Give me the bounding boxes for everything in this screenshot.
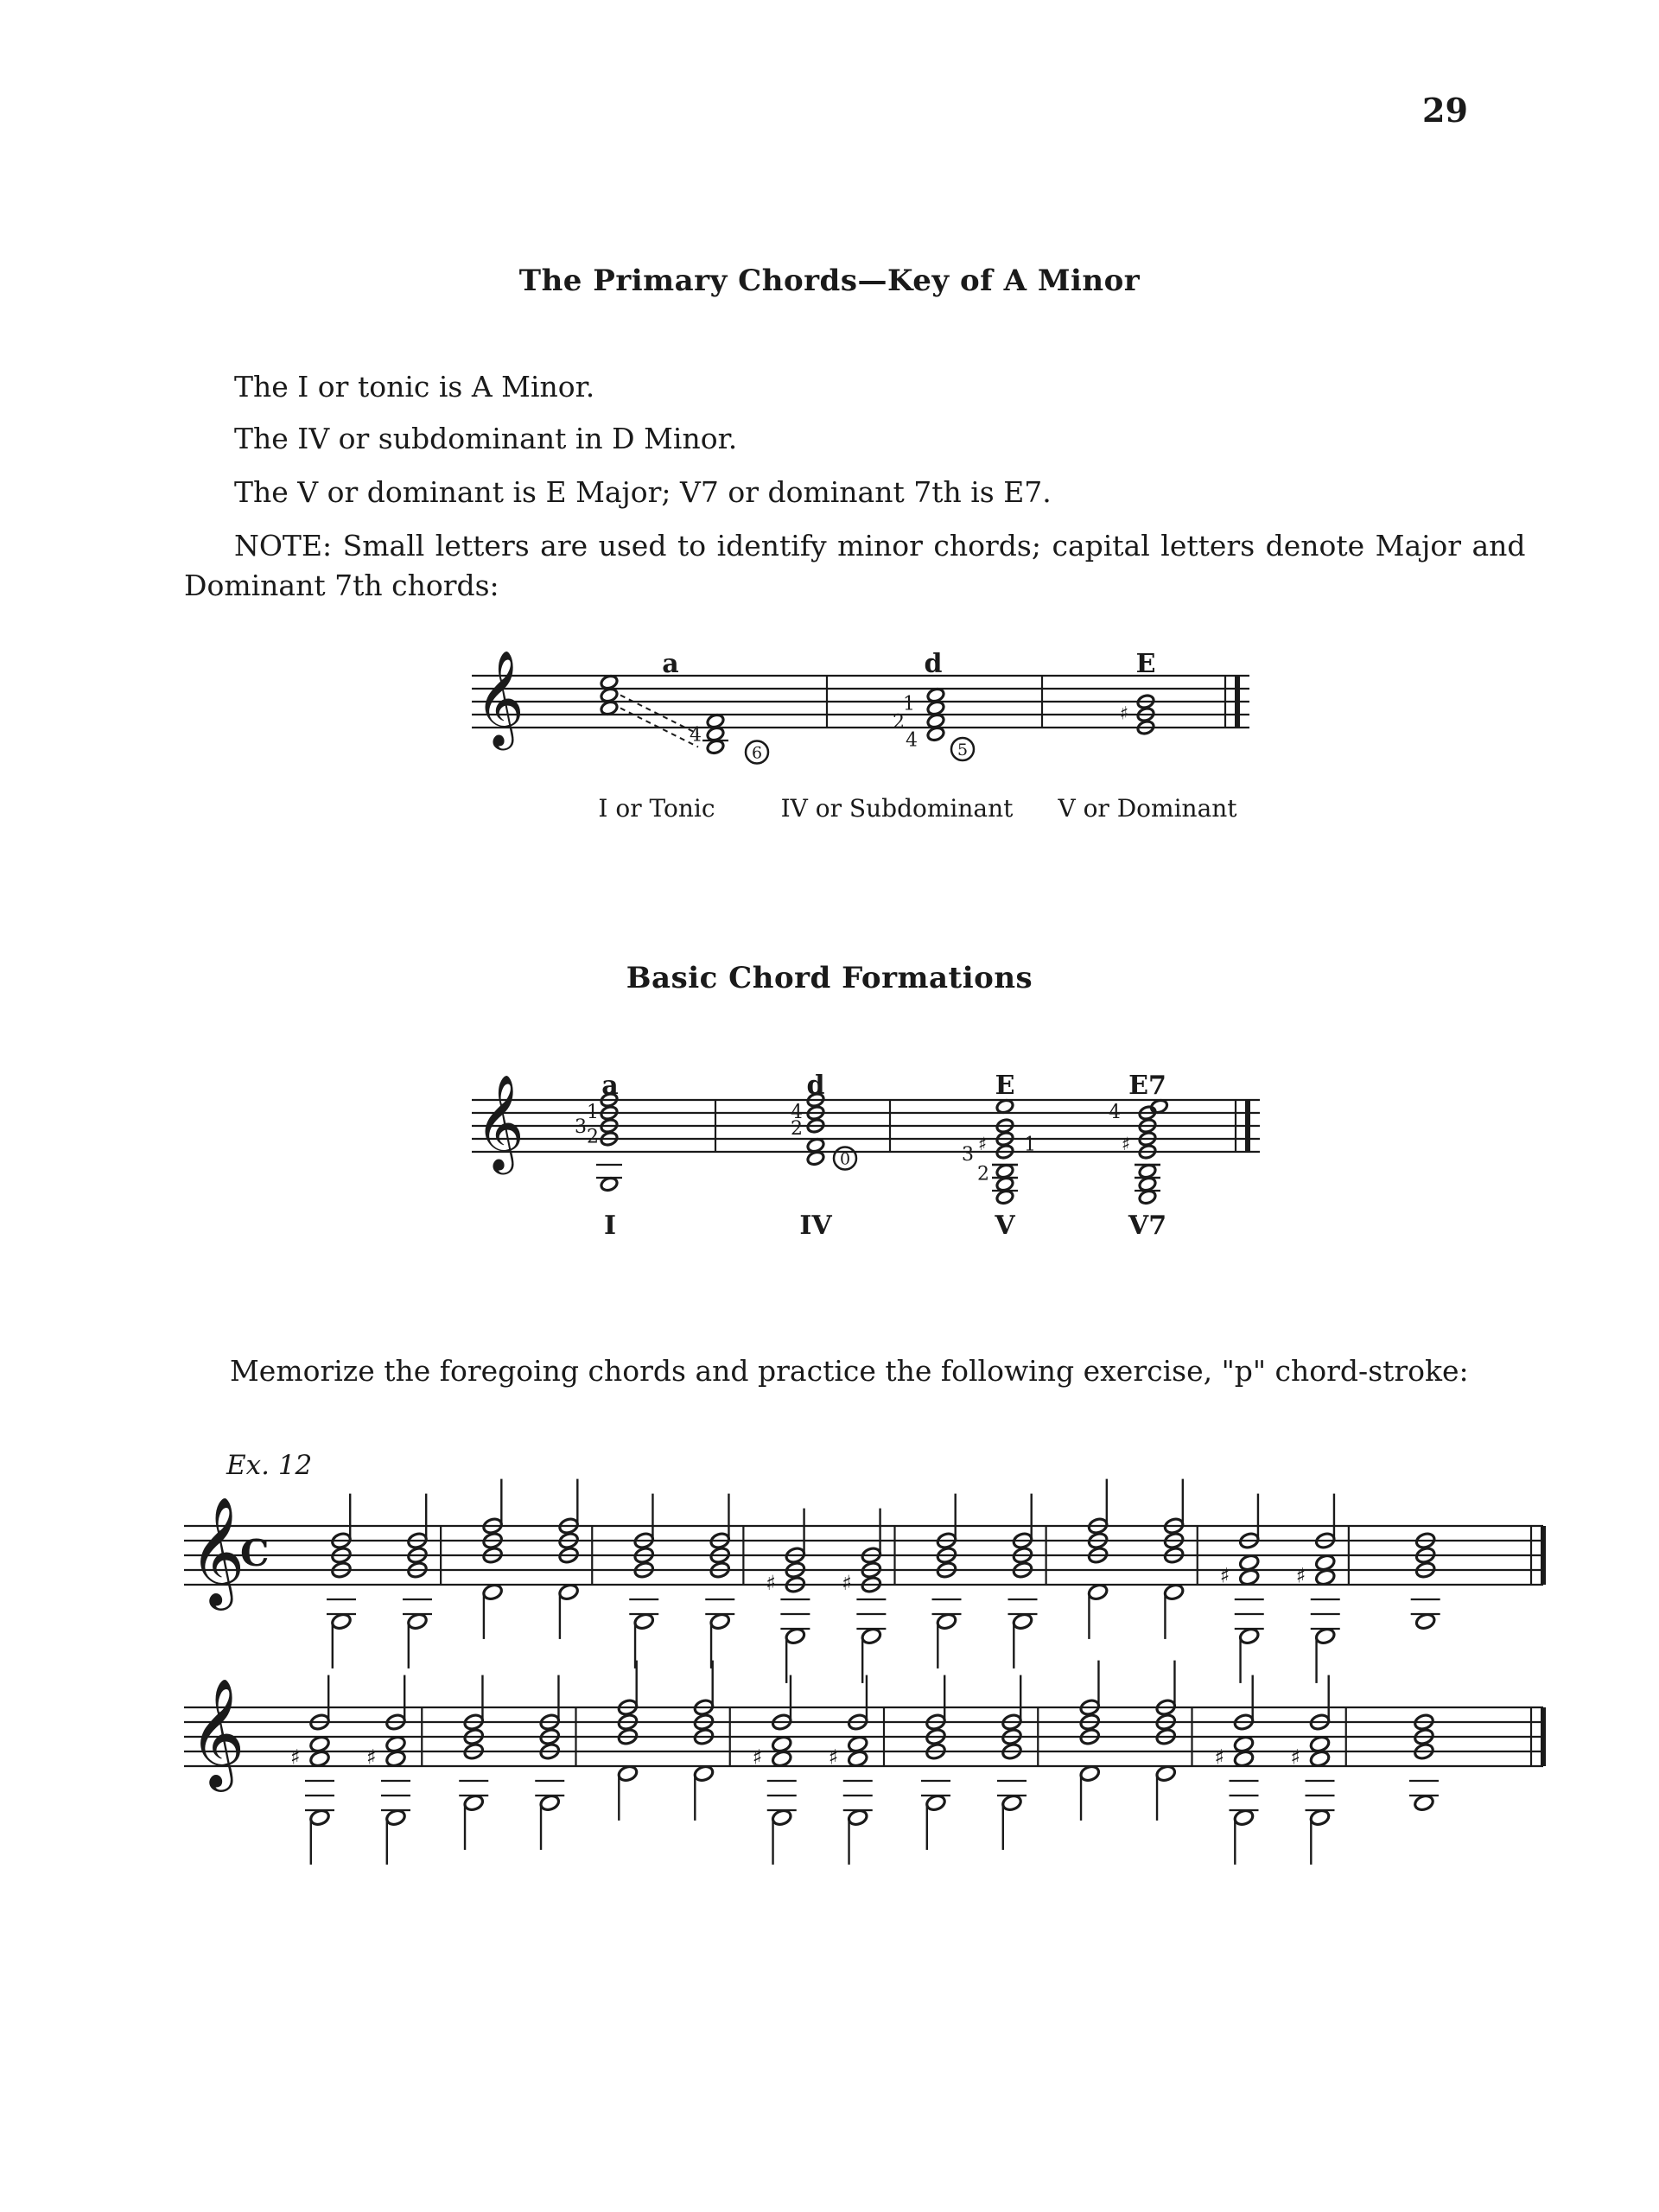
string-number: 6 [751,743,763,763]
fingering-number: 2 [977,1163,989,1185]
exercise-label: Ex. 12 [226,1450,313,1481]
treble-clef-icon: 𝄞 [475,649,524,747]
treble-clef-icon: 𝄞 [189,1496,245,1606]
chord-name-1: a [601,1071,619,1101]
basic-chords-title: Basic Chord Formations [626,961,1033,995]
string-number: 0 [839,1149,851,1169]
fingering-number: 2 [791,1118,803,1140]
chord-name-1: a [662,649,679,679]
sharp-icon: ♯ [842,1570,852,1595]
instruction-line: Memorize the foregoing chords and practice the following exercise, "p" chord-stroke: [230,1354,1469,1388]
chord-name-3: E [995,1071,1015,1101]
fingering-number: 3 [575,1116,587,1138]
sharp-icon: ♯ [290,1745,301,1770]
subdominant-line: The IV or subdominant in D Minor. [234,422,738,455]
fingering-number: 3 [962,1144,974,1166]
treble-clef-icon: 𝄞 [189,1677,245,1788]
numeral-1: I [603,1211,617,1241]
fingering-number: 1 [587,1102,599,1123]
primary-chords-title: The Primary Chords—Key of A Minor [518,264,1141,298]
fingering-number: 1 [1024,1134,1036,1156]
fingering-number: 1 [903,693,915,715]
fingering-number: 4 [690,724,702,747]
sharp-icon: ♯ [1214,1745,1225,1770]
primary-staff [472,676,1249,728]
numeral-3: V [995,1211,1015,1241]
fingering-number: 4 [791,1102,803,1123]
string-number: 5 [957,741,969,760]
numeral-4: V7 [1128,1211,1167,1241]
caption-1: I or Tonic [598,794,715,823]
sharp-icon: ♯ [752,1745,763,1770]
fingering-number: 2 [587,1126,599,1148]
caption-2: IV or Subdominant [780,794,1014,823]
tonic-line: The I or tonic is A Minor. [234,370,595,404]
chord-name-2: d [806,1071,825,1101]
chord-name-2: d [924,649,943,679]
numeral-2: IV [799,1211,832,1241]
dominant-line: The V or dominant is E Major; V7 or dominant 7th is E7. [234,475,1052,509]
note-line-1: NOTE: Small letters are used to identify minor chords; capital letters denote Major and [234,529,1526,563]
sharp-icon: ♯ [1219,1563,1230,1588]
chord-name-4: E7 [1128,1071,1166,1101]
time-signature: C [240,1532,270,1574]
sharp-icon: ♯ [1122,1133,1131,1154]
treble-clef-icon: 𝄞 [475,1073,524,1171]
page-number: 29 [1422,91,1468,130]
chord-name-3: E [1135,649,1156,679]
fingering-number: 4 [906,729,918,752]
fingering-number: 2 [893,711,905,734]
sharp-icon: ♯ [828,1745,839,1770]
sharp-icon: ♯ [766,1570,776,1595]
sharp-icon: ♯ [1290,1745,1301,1770]
sharp-icon: ♯ [978,1133,988,1154]
caption-3: V or Dominant [1058,794,1237,823]
fingering-number: 4 [1109,1102,1121,1123]
sharp-icon: ♯ [1120,702,1129,724]
sharp-icon: ♯ [366,1745,377,1770]
note-line-2: Dominant 7th chords: [184,569,499,602]
sharp-icon: ♯ [1295,1563,1306,1588]
